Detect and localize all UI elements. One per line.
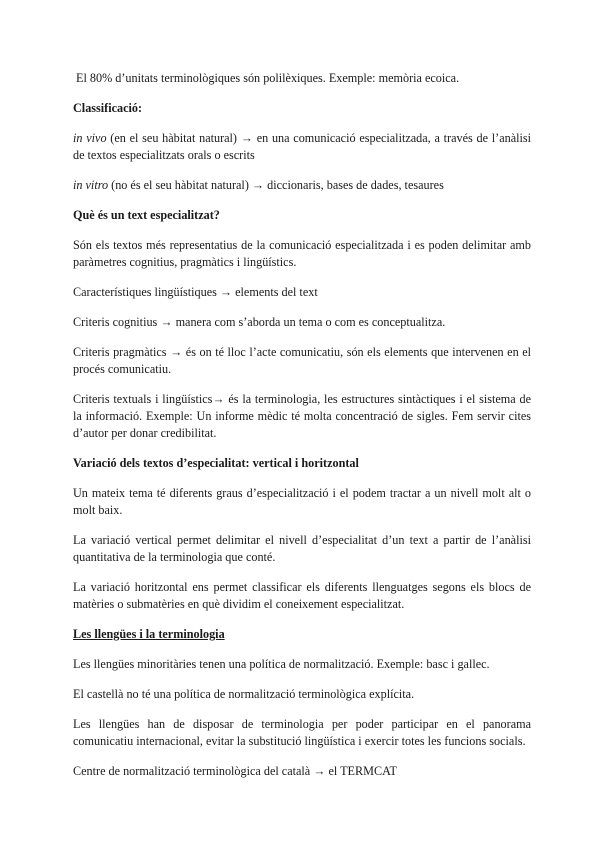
in-vitro-term: in vitro xyxy=(73,178,109,192)
castella-paragraph: El castellà no té una política de normalització terminològica explícita. xyxy=(73,687,415,701)
criteris-cognitius-paragraph: Criteris cognitius → manera com s’aborda un tema o com es conceptualitza. xyxy=(73,315,446,329)
heading-classificacio: Classificació: xyxy=(73,101,143,115)
in-vivo-text: (en el seu hàbitat natural) → en una comunicació especialitzada, a través de l’anàlisi de textos especialitzats orals o escrits xyxy=(73,131,532,162)
heading-text-especialitzat: Què és un text especialitzat? xyxy=(73,208,220,222)
caracteristiques-paragraph: Característiques lingüístiques → elements del text xyxy=(73,285,318,299)
in-vivo-term: in vivo xyxy=(73,131,107,145)
mateix-tema-paragraph: Un mateix tema té diferents graus d’especialització i el podem tractar a un nivell molt alt o molt baix. xyxy=(73,486,531,517)
heading-llengues: Les llengües i la terminologia xyxy=(73,627,225,641)
termcat-paragraph: Centre de normalització terminològica del català → el TERMCAT xyxy=(73,764,397,778)
in-vivo-paragraph xyxy=(73,130,531,164)
criteris-textuals-paragraph: Criteris textuals i lingüístics→ és la terminologia, les estructures sintàctiques i el sistema de la informació. Exemple: Un informe mèdic té molta concentració de sigles. Fem servir cites d’autor per donar credibilitat. xyxy=(73,392,531,440)
criteris-pragmatics-paragraph: Criteris pragmàtics → és on té lloc l’acte comunicatiu, són els elements que intervenen en el procés comunicatiu. xyxy=(73,345,531,376)
intro-paragraph: El 80% d’unitats terminològiques són polilèxiques. Exemple: memòria ecoica. xyxy=(76,71,460,85)
disposar-paragraph: Les llengües han de disposar de terminologia per poder participar en el panorama comunicatiu internacional, evitar la substitució lingüística i exercir totes les funcions socials. xyxy=(73,717,531,748)
in-vitro-paragraph xyxy=(73,177,531,194)
in-vitro-text: (no és el seu hàbitat natural) → diccionaris, bases de dades, tesaures xyxy=(108,178,444,192)
heading-variacio: Variació dels textos d’especialitat: vertical i horitzontal xyxy=(73,456,359,470)
textos-paragraph: Són els textos més representatius de la comunicació especialitzada i es poden delimitar amb paràmetres cognitius, pragmàtics i lingüístics. xyxy=(73,238,531,269)
minoritaries-paragraph: Les llengües minoritàries tenen una política de normalització. Exemple: basc i gallec. xyxy=(73,657,490,671)
variacio-vertical-paragraph: La variació vertical permet delimitar el nivell d’especialitat d’un text a partir de l’anàlisi quantitativa de la terminologia que conté. xyxy=(73,533,531,564)
variacio-horitzontal-paragraph: La variació horitzontal ens permet classificar els diferents llenguatges segons els blocs de matèries o submatèries en què dividim el coneixement especialitzat. xyxy=(73,580,531,611)
